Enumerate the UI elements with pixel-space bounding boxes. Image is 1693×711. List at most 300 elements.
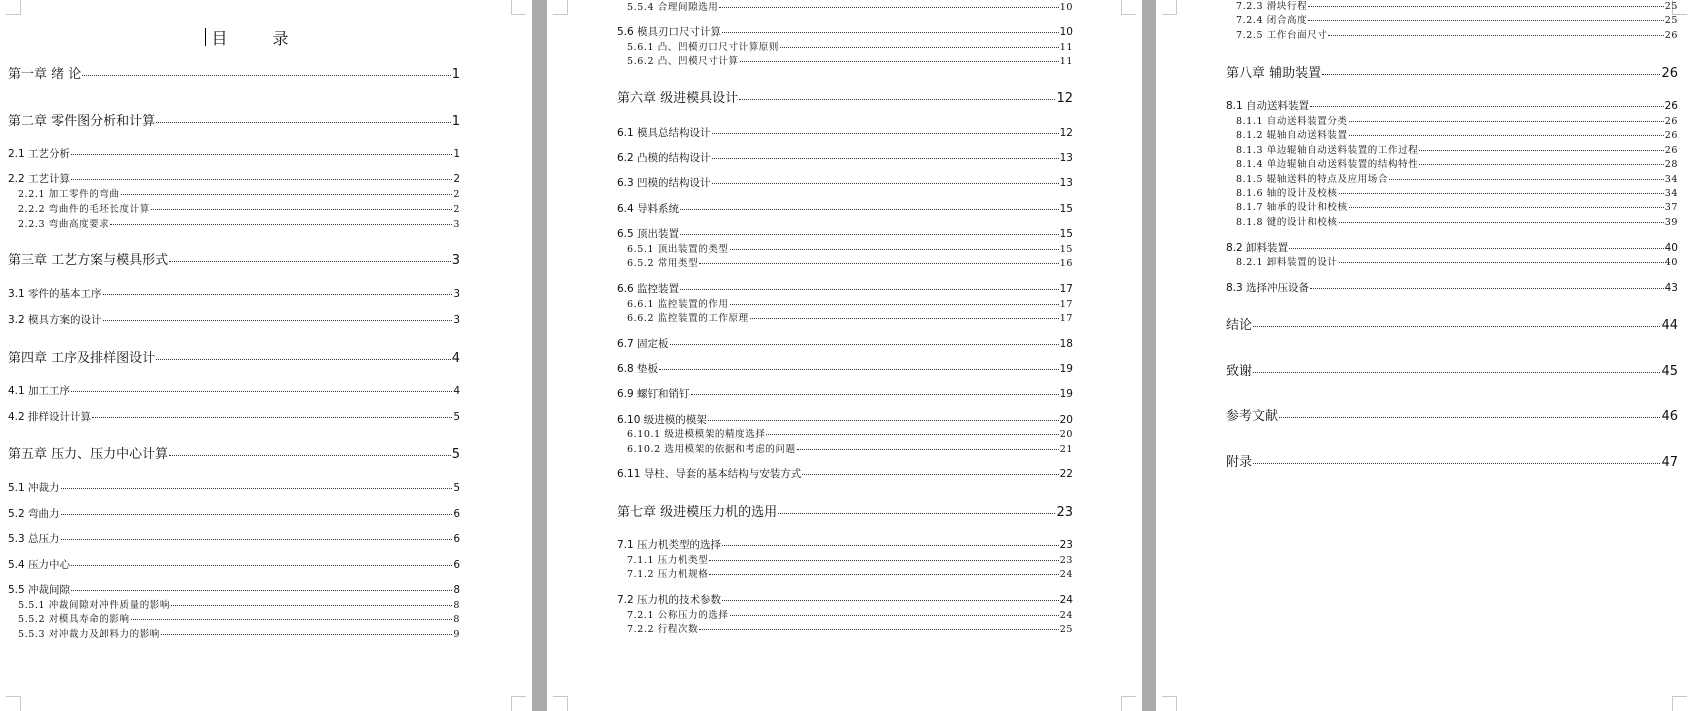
toc-entry[interactable] (1236, 189, 1678, 199)
toc-entry-title: 5.5.4 合理间隙选用 (627, 1, 719, 13)
toc-entry-title: 5.5.1 冲裁间隙对冲件质量的影响 (18, 599, 170, 611)
toc-entry-page-number: 3 (451, 252, 460, 268)
toc-dot-leader (103, 320, 453, 321)
toc-entry[interactable] (627, 57, 1073, 67)
toc-entry-page-number: 46 (1661, 408, 1678, 424)
toc-dot-leader (766, 434, 1058, 435)
toc-entry-page-number: 17 (1059, 312, 1073, 324)
toc-entry-page-number: 19 (1059, 363, 1073, 376)
toc-entry-title: 第四章 工序及排样图设计 (8, 350, 156, 366)
toc-dot-leader (1308, 6, 1664, 7)
toc-entry-page-number: 11 (1059, 41, 1073, 53)
toc-entry-page-number: 4 (451, 350, 460, 366)
toc-entry-page-number: 8 (453, 599, 460, 611)
toc-entry-page-number: 1 (451, 113, 460, 129)
toc-entry-title: 8.1.8 键的设计和校核 (1236, 216, 1338, 228)
page-corner-mark (511, 696, 526, 711)
toc-entry[interactable] (18, 601, 460, 611)
toc-dot-leader (1253, 326, 1660, 327)
toc-entry-page-number: 17 (1059, 298, 1073, 310)
toc-entry[interactable] (18, 630, 460, 640)
toc-entry-title: 第五章 压力、压力中心计算 (8, 446, 169, 462)
toc-entry[interactable] (627, 430, 1073, 440)
toc-entry-page-number: 43 (1664, 282, 1678, 295)
toc-entry-page-number: 26 (1664, 100, 1678, 113)
toc-entry-page-number: 40 (1664, 256, 1678, 268)
toc-entry-page-number: 17 (1059, 283, 1073, 296)
toc-dot-leader (712, 183, 1059, 184)
toc-dot-leader (131, 619, 453, 620)
toc-entry-title: 6.2 凸模的结构设计 (617, 152, 711, 165)
toc-entry-title: 5.4 压力中心 (8, 559, 71, 572)
toc-entry-title: 第一章 绪 论 (8, 66, 82, 82)
toc-entry[interactable] (1226, 67, 1678, 80)
toc-entry[interactable] (8, 585, 460, 596)
toc-entry[interactable] (1236, 258, 1678, 268)
toc-entry-title: 2.2.1 加工零件的弯曲 (18, 188, 120, 200)
toc-entry-page-number: 4 (453, 385, 460, 398)
toc-entry-title: 8.1.1 自动送料装置分类 (1236, 115, 1348, 127)
toc-entry-title: 7.1.1 压力机类型 (627, 554, 709, 566)
page-corner-mark (1672, 696, 1687, 711)
page-corner-mark (6, 0, 21, 15)
toc-dot-leader (71, 391, 452, 392)
toc-entry-title: 2.2.3 弯曲高度要求 (18, 218, 110, 230)
toc-entry-page-number: 15 (1059, 243, 1073, 255)
toc-entry[interactable] (627, 259, 1073, 269)
toc-entry[interactable] (1226, 456, 1678, 469)
toc-entry-title: 第八章 辅助装置 (1226, 65, 1322, 81)
page-corner-mark (511, 0, 526, 15)
toc-entry-title: 7.2 压力机的技术参数 (617, 594, 722, 607)
toc-entry-page-number: 24 (1059, 568, 1073, 580)
toc-entry[interactable] (1236, 16, 1678, 26)
toc-entry-page-number: 18 (1059, 338, 1073, 351)
toc-entry-page-number: 2 (453, 188, 460, 200)
toc-entry[interactable] (1236, 117, 1678, 127)
document-page-2 (547, 0, 1142, 711)
toc-entry-title: 7.2.2 行程次数 (627, 623, 699, 635)
toc-entry-page-number: 34 (1664, 187, 1678, 199)
toc-dot-leader (730, 304, 1059, 305)
toc-dot-leader (71, 590, 452, 591)
toc-entry[interactable] (8, 68, 460, 81)
toc-entry-title: 3.2 模具方案的设计 (8, 314, 102, 327)
toc-entry-page-number: 12 (1059, 127, 1073, 140)
toc-entry[interactable] (1236, 146, 1678, 156)
toc-entry-title: 4.2 排样设计计算 (8, 411, 92, 424)
toc-entry-title: 8.1.5 辊轴送料的特点及应用场合 (1236, 173, 1388, 185)
toc-entry[interactable] (617, 339, 1073, 350)
toc-entry[interactable] (1226, 101, 1678, 112)
toc-entry[interactable] (8, 174, 460, 185)
toc-dot-leader (802, 474, 1058, 475)
toc-dot-leader (1253, 372, 1660, 373)
toc-entry-page-number: 26 (1664, 144, 1678, 156)
toc-dot-leader (730, 615, 1059, 616)
toc-entry[interactable] (627, 300, 1073, 310)
toc-entry-title: 6.10 级进模的模架 (617, 414, 707, 427)
toc-entry[interactable] (627, 570, 1073, 580)
toc-dot-leader (680, 209, 1059, 210)
toc-entry-title: 7.2.4 闭合高度 (1236, 14, 1308, 26)
toc-dot-leader (1349, 207, 1664, 208)
toc-entry-title: 8.1.7 轴承的设计和校核 (1236, 201, 1348, 213)
toc-entry-title: 5.6.2 凸、凹模尺寸计算 (627, 55, 739, 67)
toc-entry-page-number: 26 (1664, 129, 1678, 141)
toc-entry-title: 5.5.3 对冲裁力及卸料力的影响 (18, 628, 160, 640)
toc-entry-title: 6.10.2 选用模架的依据和考虑的问题 (627, 443, 796, 455)
page-corner-mark (1162, 696, 1177, 711)
toc-entry[interactable] (8, 352, 460, 365)
toc-dot-leader (1322, 74, 1660, 75)
toc-entry-page-number: 26 (1664, 29, 1678, 41)
toc-dot-leader (699, 629, 1059, 630)
toc-entry-title: 6.9 螺钉和销钉 (617, 388, 690, 401)
toc-entry-title: 8.1.6 轴的设计及校核 (1236, 187, 1338, 199)
toc-entry-page-number: 26 (1661, 65, 1678, 81)
toc-entry-page-number: 12 (1056, 90, 1073, 106)
toc-dot-leader (1339, 193, 1664, 194)
toc-entry[interactable] (1226, 283, 1678, 294)
toc-entry[interactable] (617, 469, 1073, 480)
toc-entry-title: 6.5.1 顶出装置的类型 (627, 243, 729, 255)
toc-entry-title: 5.5.2 对模具寿命的影响 (18, 613, 130, 625)
toc-entry-page-number: 9 (453, 628, 460, 640)
toc-entry[interactable] (617, 229, 1073, 240)
toc-dot-leader (82, 75, 450, 76)
toc-entry-title: 6.8 垫板 (617, 363, 659, 376)
toc-entry-title: 第七章 级进模压力机的选用 (617, 504, 778, 520)
toc-entry-title: 参考文献 (1226, 408, 1279, 424)
toc-entry-page-number: 20 (1059, 428, 1073, 440)
toc-entry-page-number: 5 (453, 411, 460, 424)
page-corner-mark (553, 696, 568, 711)
toc-dot-leader (1310, 106, 1664, 107)
toc-dot-leader (61, 488, 453, 489)
toc-entry-title: 6.1 模具总结构设计 (617, 127, 711, 140)
toc-entry-title: 5.1 冲裁力 (8, 482, 60, 495)
toc-entry-page-number: 1 (453, 148, 460, 161)
toc-entry-title: 第三章 工艺方案与模具形式 (8, 252, 169, 268)
page-corner-mark (1121, 0, 1136, 15)
toc-entry-page-number: 6 (453, 559, 460, 572)
page-corner-mark (6, 696, 21, 711)
toc-entry-page-number: 13 (1059, 152, 1073, 165)
toc-dot-leader (1279, 417, 1660, 418)
toc-entry[interactable] (8, 560, 460, 571)
toc-entry-title: 2.1 工艺分析 (8, 148, 71, 161)
toc-dot-leader (712, 158, 1059, 159)
toc-entry-page-number: 28 (1664, 158, 1678, 170)
toc-dot-leader (709, 560, 1058, 561)
toc-entry-page-number: 1 (451, 66, 460, 82)
toc-entry-title: 6.6.2 监控装置的工作原理 (627, 312, 749, 324)
toc-entry[interactable] (627, 445, 1073, 455)
toc-entry-page-number: 22 (1059, 468, 1073, 481)
toc-entry-title: 7.1.2 压力机规格 (627, 568, 709, 580)
toc-entry[interactable] (627, 556, 1073, 566)
toc-entry-page-number: 24 (1059, 609, 1073, 621)
toc-dot-leader (110, 224, 452, 225)
toc-entry-title: 8.1.2 辊轴自动送料装置 (1236, 129, 1348, 141)
toc-entry[interactable] (8, 149, 460, 160)
toc-dot-leader (699, 263, 1059, 264)
toc-entry[interactable] (18, 615, 460, 625)
toc-entry[interactable] (627, 245, 1073, 255)
toc-entry-title: 2.2 工艺计算 (8, 173, 71, 186)
toc-entry[interactable] (1236, 31, 1678, 41)
toc-entry-page-number: 15 (1059, 203, 1073, 216)
toc-entry[interactable] (8, 509, 460, 520)
toc-dot-leader (722, 600, 1059, 601)
toc-dot-leader (156, 359, 451, 360)
toc-entry[interactable] (617, 128, 1073, 139)
toc-entry[interactable] (1226, 319, 1678, 332)
toc-entry-page-number: 11 (1059, 55, 1073, 67)
toc-entry[interactable] (627, 43, 1073, 53)
toc-entry[interactable] (627, 3, 1073, 13)
toc-dot-leader (156, 122, 451, 123)
toc-entry[interactable] (8, 289, 460, 300)
toc-entry-page-number: 39 (1664, 216, 1678, 228)
toc-entry-title: 致谢 (1226, 363, 1253, 379)
toc-dot-leader (1308, 20, 1664, 21)
toc-dot-leader (739, 99, 1055, 100)
toc-dot-leader (722, 32, 1059, 33)
toc-dot-leader (1419, 164, 1663, 165)
toc-dot-leader (708, 420, 1059, 421)
toc-dot-leader (797, 449, 1059, 450)
toc-dot-leader (71, 179, 452, 180)
toc-dot-leader (1289, 248, 1664, 249)
toc-entry[interactable] (1236, 2, 1678, 12)
toc-dot-leader (169, 261, 451, 262)
toc-entry[interactable] (18, 190, 460, 200)
toc-entry-title: 5.2 弯曲力 (8, 508, 60, 521)
toc-entry[interactable] (627, 625, 1073, 635)
toc-entry-title: 5.3 总压力 (8, 533, 60, 546)
toc-entry-title: 6.5 顶出装置 (617, 228, 680, 241)
toc-dot-leader (61, 514, 453, 515)
toc-entry[interactable] (8, 448, 460, 461)
toc-entry[interactable] (617, 415, 1073, 426)
toc-entry-page-number: 2 (453, 203, 460, 215)
toc-dot-leader (712, 133, 1059, 134)
toc-entry-title: 5.6.1 凸、凹模刃口尺寸计算原则 (627, 41, 779, 53)
toc-entry[interactable] (1226, 243, 1678, 254)
toc-entry[interactable] (8, 115, 460, 128)
toc-dot-leader (151, 209, 453, 210)
toc-dot-leader (71, 565, 452, 566)
toc-entry-title: 8.1 自动送料装置 (1226, 100, 1310, 113)
toc-dot-leader (1339, 222, 1664, 223)
toc-dot-leader (750, 318, 1059, 319)
toc-entry-title: 第六章 级进模具设计 (617, 90, 739, 106)
toc-entry-title: 8.2.1 卸料装置的设计 (1236, 256, 1338, 268)
document-page-1 (0, 0, 532, 711)
toc-entry[interactable] (617, 92, 1073, 105)
toc-dot-leader (1349, 135, 1664, 136)
document-page-3 (1156, 0, 1693, 711)
toc-entry[interactable] (8, 386, 460, 397)
toc-entry[interactable] (617, 364, 1073, 375)
toc-entry-page-number: 3 (453, 314, 460, 327)
toc-entry-title: 4.1 加工工序 (8, 385, 71, 398)
toc-dot-leader (740, 61, 1059, 62)
toc-dot-leader (1328, 35, 1663, 36)
toc-entry[interactable] (627, 611, 1073, 621)
toc-entry[interactable] (1236, 160, 1678, 170)
toc-dot-leader (719, 7, 1058, 8)
toc-dot-leader (709, 574, 1058, 575)
toc-entry-title: 6.5.2 常用类型 (627, 257, 699, 269)
toc-entry[interactable] (1236, 131, 1678, 141)
toc-entry-page-number: 3 (453, 218, 460, 230)
toc-dot-leader (1310, 288, 1664, 289)
toc-dot-leader (1349, 121, 1664, 122)
toc-entry-page-number: 23 (1056, 504, 1073, 520)
toc-dot-leader (691, 394, 1059, 395)
toc-entry-page-number: 25 (1664, 14, 1678, 26)
toc-entry-page-number: 13 (1059, 177, 1073, 190)
toc-entry[interactable] (617, 204, 1073, 215)
toc-entry-page-number: 44 (1661, 317, 1678, 333)
toc-entry[interactable] (8, 483, 460, 494)
toc-dot-leader (121, 194, 453, 195)
toc-dot-leader (161, 634, 452, 635)
toc-entry-page-number: 37 (1664, 201, 1678, 213)
toc-dot-leader (659, 369, 1059, 370)
toc-dot-leader (722, 545, 1059, 546)
toc-dot-leader (680, 289, 1059, 290)
toc-entry-page-number: 5 (451, 446, 460, 462)
toc-entry-title: 6.3 凹模的结构设计 (617, 177, 711, 190)
toc-entry[interactable] (627, 314, 1073, 324)
toc-dot-leader (1253, 463, 1660, 464)
toc-entry-title: 6.7 固定板 (617, 338, 669, 351)
toc-entry-title: 6.4 导料系统 (617, 203, 680, 216)
toc-entry-title: 附录 (1226, 454, 1253, 470)
toc-dot-leader (92, 417, 452, 418)
text-cursor (205, 28, 206, 46)
toc-entry[interactable] (8, 534, 460, 545)
toc-entry[interactable] (617, 153, 1073, 164)
toc-entry-page-number: 19 (1059, 388, 1073, 401)
toc-entry-title: 第二章 零件图分析和计算 (8, 113, 156, 129)
page-corner-mark (1162, 0, 1177, 15)
toc-entry[interactable] (1226, 410, 1678, 423)
toc-entry-page-number: 6 (453, 508, 460, 521)
toc-entry-page-number: 20 (1059, 414, 1073, 427)
toc-dot-leader (1419, 150, 1663, 151)
toc-entry-page-number: 25 (1664, 0, 1678, 12)
toc-entry[interactable] (617, 284, 1073, 295)
page-corner-mark (1121, 696, 1136, 711)
toc-entry-page-number: 2 (453, 173, 460, 186)
toc-title: 目 录 (211, 29, 309, 48)
toc-entry-title: 8.3 选择冲压设备 (1226, 282, 1310, 295)
toc-entry[interactable] (617, 389, 1073, 400)
toc-entry[interactable] (617, 178, 1073, 189)
toc-entry-page-number: 34 (1664, 173, 1678, 185)
toc-entry[interactable] (617, 506, 1073, 519)
toc-dot-leader (103, 294, 453, 295)
toc-entry-title: 5.6 模具刃口尺寸计算 (617, 26, 722, 39)
toc-dot-leader (169, 455, 451, 456)
toc-entry-page-number: 45 (1661, 363, 1678, 379)
toc-entry-page-number: 26 (1664, 115, 1678, 127)
toc-entry[interactable] (617, 595, 1073, 606)
toc-entry-title: 2.2.2 弯曲件的毛坯长度计算 (18, 203, 150, 215)
toc-entry[interactable] (1226, 365, 1678, 378)
toc-entry[interactable] (617, 540, 1073, 551)
toc-entry-title: 7.2.1 公称压力的选择 (627, 609, 729, 621)
toc-entry-title: 6.6.1 监控装置的作用 (627, 298, 729, 310)
toc-dot-leader (1389, 179, 1664, 180)
toc-entry-title: 7.2.5 工作台面尺寸 (1236, 29, 1328, 41)
page-corner-mark (553, 0, 568, 15)
toc-entry-page-number: 15 (1059, 228, 1073, 241)
toc-entry-title: 5.5 冲裁间隙 (8, 584, 71, 597)
toc-entry-title: 6.11 导柱、导套的基本结构与安装方式 (617, 468, 802, 481)
toc-entry-title: 8.1.3 单边辊轴自动送料装置的工作过程 (1236, 144, 1419, 156)
toc-dot-leader (730, 249, 1059, 250)
toc-entry[interactable] (1236, 203, 1678, 213)
toc-entry-page-number: 5 (453, 482, 460, 495)
toc-entry[interactable] (18, 205, 460, 215)
toc-entry-page-number: 8 (453, 613, 460, 625)
toc-entry[interactable] (1236, 175, 1678, 185)
toc-entry-page-number: 21 (1059, 443, 1073, 455)
toc-dot-leader (780, 47, 1059, 48)
toc-dot-leader (778, 513, 1055, 514)
toc-entry-page-number: 24 (1059, 594, 1073, 607)
toc-entry-page-number: 25 (1059, 623, 1073, 635)
toc-entry[interactable] (8, 412, 460, 423)
toc-entry-page-number: 40 (1664, 242, 1678, 255)
toc-entry-page-number: 8 (453, 584, 460, 597)
toc-dot-leader (171, 605, 452, 606)
toc-entry-page-number: 3 (453, 288, 460, 301)
toc-entry-page-number: 47 (1661, 454, 1678, 470)
toc-entry-page-number: 10 (1059, 26, 1073, 39)
toc-entry-page-number: 16 (1059, 257, 1073, 269)
toc-dot-leader (670, 344, 1059, 345)
toc-entry-page-number: 10 (1059, 1, 1073, 13)
toc-dot-leader (61, 539, 453, 540)
toc-entry-title: 8.2 卸料装置 (1226, 242, 1289, 255)
toc-dot-leader (1339, 262, 1664, 263)
toc-entry-title: 结论 (1226, 317, 1253, 333)
toc-entry-title: 7.2.3 滑块行程 (1236, 0, 1308, 12)
toc-entry-title: 6.6 监控装置 (617, 283, 680, 296)
toc-entry[interactable] (8, 315, 460, 326)
toc-dot-leader (680, 234, 1059, 235)
toc-entry[interactable] (8, 254, 460, 267)
toc-entry-title: 7.1 压力机类型的选择 (617, 539, 722, 552)
toc-entry-page-number: 23 (1059, 554, 1073, 566)
toc-entry-title: 3.1 零件的基本工序 (8, 288, 102, 301)
toc-entry-page-number: 6 (453, 533, 460, 546)
toc-dot-leader (71, 154, 452, 155)
toc-entry-page-number: 23 (1059, 539, 1073, 552)
toc-entry[interactable] (1236, 218, 1678, 228)
toc-entry[interactable] (18, 220, 460, 230)
toc-entry-title: 6.10.1 级进模模架的精度选择 (627, 428, 766, 440)
toc-entry[interactable] (617, 27, 1073, 38)
toc-entry-title: 8.1.4 单边辊轴自动送料装置的结构特性 (1236, 158, 1419, 170)
